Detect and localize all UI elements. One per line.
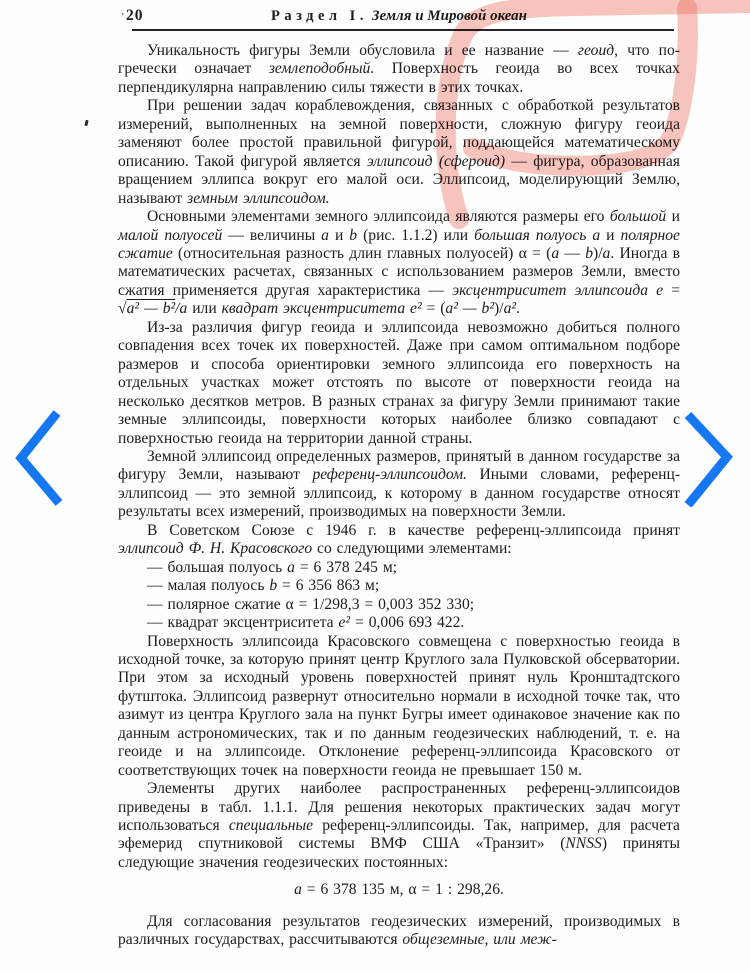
text-run: В Советском Союзе с 1946 г. в качестве референц-эллипсоида принят [147, 521, 680, 539]
chevron-right-icon [682, 407, 734, 507]
text-run: a [287, 558, 295, 576]
paragraph [118, 522, 680, 559]
text-run: )/ [494, 300, 504, 318]
text-run: полярное сжатие [118, 226, 680, 262]
text-run: эксцентриситет эллипсоида e [452, 281, 664, 299]
text-run: земным эллипсоидом. [187, 189, 330, 207]
previous-page-button[interactable] [13, 407, 65, 507]
text-run: геоид [577, 42, 615, 59]
text-run: = √ [118, 281, 680, 318]
text-run: (рис. 1.1.2) или [357, 226, 475, 244]
text-run: a² [503, 300, 517, 318]
text-run: эллипсоид (сфероид) [366, 152, 506, 170]
paragraph [118, 633, 680, 781]
text-run: b [585, 244, 594, 262]
page-body [118, 42, 680, 950]
text-run: со следующими элементами: [312, 540, 512, 558]
scan-artifact-tick: ’ [121, 12, 125, 23]
text-run: и [666, 208, 680, 226]
scan-artifact-speck [84, 120, 88, 127]
text-run: референц-эллипсоидом. [312, 466, 467, 484]
paragraph [118, 913, 680, 950]
text-run: a [294, 881, 302, 899]
text-run: малой полуосей [118, 226, 223, 244]
text-run: (относительная разность длин главных полуосей) α = ( [172, 244, 552, 262]
next-page-button[interactable] [682, 407, 734, 507]
text-run: общеземные, или меж- [402, 931, 557, 949]
text-run: a [551, 244, 560, 262]
paragraph [118, 208, 680, 319]
text-run: Уникальность фигуры Земли обусловила и ее название — [147, 42, 578, 59]
text-run: — [559, 244, 586, 262]
text-run: )/ [593, 244, 603, 262]
text-run: = 6 378 245 м; [294, 558, 398, 576]
text-run: землеподобный. [268, 60, 375, 78]
section-label: Раздел I. [270, 8, 368, 24]
text-run: = ( [421, 300, 446, 318]
page-number: 20 [126, 7, 144, 24]
text-run: b [269, 577, 278, 595]
paragraph [118, 97, 680, 208]
text-run: ) приняты следующие значения геодезических постоянных: [118, 835, 681, 871]
formula-line [118, 881, 680, 899]
text-run: a² — b² [445, 300, 495, 318]
header-rule [132, 29, 674, 31]
page-text-column [118, 6, 680, 950]
paragraph [118, 42, 680, 97]
text-run: — полярное сжатие α = 1/298,3 = 0,003 352 330; [147, 595, 475, 613]
paragraph [118, 559, 680, 577]
text-run: большой [609, 208, 667, 226]
text-run: = 6 356 863 м; [277, 577, 380, 595]
paragraph [118, 319, 680, 448]
text-run: Иными словами, референц-эллипсоид — это земной эллипсоид, к которому в данном государстве относят результаты всех измерений, производимых на поверхности Земли. [118, 466, 681, 521]
text-run: — фигура, образованная вращением эллипса вокруг его малой оси. Эллипсоид, моделирующий Землю, называют [118, 152, 680, 207]
text-run: e² [338, 614, 351, 632]
text-run: = 0,006 693 422. [350, 614, 465, 632]
text-run: Из-за различия фигур геоида и эллипсоида невозможно добиться полного совпадения всех точек их поверхностей. Даже при самом оптимальном подборе размеров и способа ориентировки земного эллипсоида его поверхность на отдельных участках может отстоять по высоте от поверхности геоида на несколько десятков метров. В разных странах за фигуру Земли принимают такие земные эллипсоиды, поверхности которых наиболее близко совпадают с поверхностью геоида на территории данной страны. [118, 318, 680, 447]
text-run: квадрат эксцентриситета e² [221, 300, 422, 318]
text-run: . Иногда в математических расчетах, связанных с использованием размеров Земли, вместо сжатия применяется другая характеристика — [118, 244, 680, 299]
running-head [118, 6, 680, 26]
text-run: NNSS [565, 835, 602, 853]
text-run: b [349, 226, 358, 244]
text-run: — квадрат эксцентриситета [147, 614, 339, 632]
text-run: и [328, 226, 350, 244]
paragraph [118, 780, 680, 872]
paragraph [118, 596, 680, 614]
text-run: = 6 378 135 м, α = 1 : 298,26. [301, 881, 504, 899]
text-run: /a [175, 300, 188, 318]
text-run: специальные [228, 817, 313, 835]
text-run: и [600, 226, 621, 244]
paragraph [118, 448, 680, 522]
text-run: Основными элементами земного эллипсоида являются размеры его [147, 208, 610, 226]
page-header [118, 6, 680, 26]
text-run: a [602, 244, 611, 262]
text-run: большая полуось a [474, 226, 601, 244]
text-run: Для согласования результатов геодезических измерений, производимых в различных государствах, рассчитываются [118, 912, 680, 949]
text-run: Поверхность геоида во всех точках перпендикулярна направлению силы тяжести в этих точках. [118, 60, 680, 96]
text-run: — малая полуось [147, 577, 270, 595]
text-run: a² — b² [126, 300, 176, 318]
text-run: — величины [222, 226, 322, 244]
text-run: эллипсоид Ф. Н. Красовского [118, 540, 313, 558]
paragraph [118, 577, 680, 595]
paragraph [118, 614, 680, 632]
section-title: Земля и Мировой океан [371, 8, 528, 24]
text-run: a [321, 226, 329, 244]
text-run: Элементы других наиболее распространенных референц-эллипсоидов приведены в табл. 1.1.1. Для решения некоторых практических задач могут использоваться [118, 780, 680, 835]
text-run: или [187, 300, 222, 318]
text-run: Поверхность эллипсоида Красовского совмещена с поверхностью геоида в исходной точке, за которую принят центр Круглого зала Пулковской обсерватории. При этом за исходный уровень поверхностей принят нуль Кронштадтского футштока. Эллипсоид развернут относительно нормали в исходной точке так, что азимут из центра Круглого зала на пункт Бугры имеет одинаковое значение как по данным астрономических, так и по данным геодезических наблюдений, т. е. на геоиде и на эллипсоиде. Отклонение референц-эллипсоида Красовского от соответствующих точек на поверхности геоида не превышает 150 м. [118, 632, 680, 779]
text-run: Земной эллипсоид определенных размеров, принятый в данном государстве за фигуру Земли, называют [118, 447, 680, 484]
chevron-left-icon [13, 407, 65, 507]
text-run: референц-эллипсоиды. Так, например, для расчета эфемерид спутниковой системы ВМФ США «Транзит» ( [118, 817, 680, 853]
text-run: — большая полуось [147, 558, 288, 576]
text-run: , что по-гречески означает [118, 42, 680, 78]
text-run: . [516, 300, 520, 318]
text-run: При решении задач кораблевождения, связанных с обработкой результатов измерений, выполненных на земной поверхности, сложную фигуру геоида заменяют более простой правильной фигурой, поддающейся математическому описанию. Такой фигурой является [118, 97, 680, 170]
